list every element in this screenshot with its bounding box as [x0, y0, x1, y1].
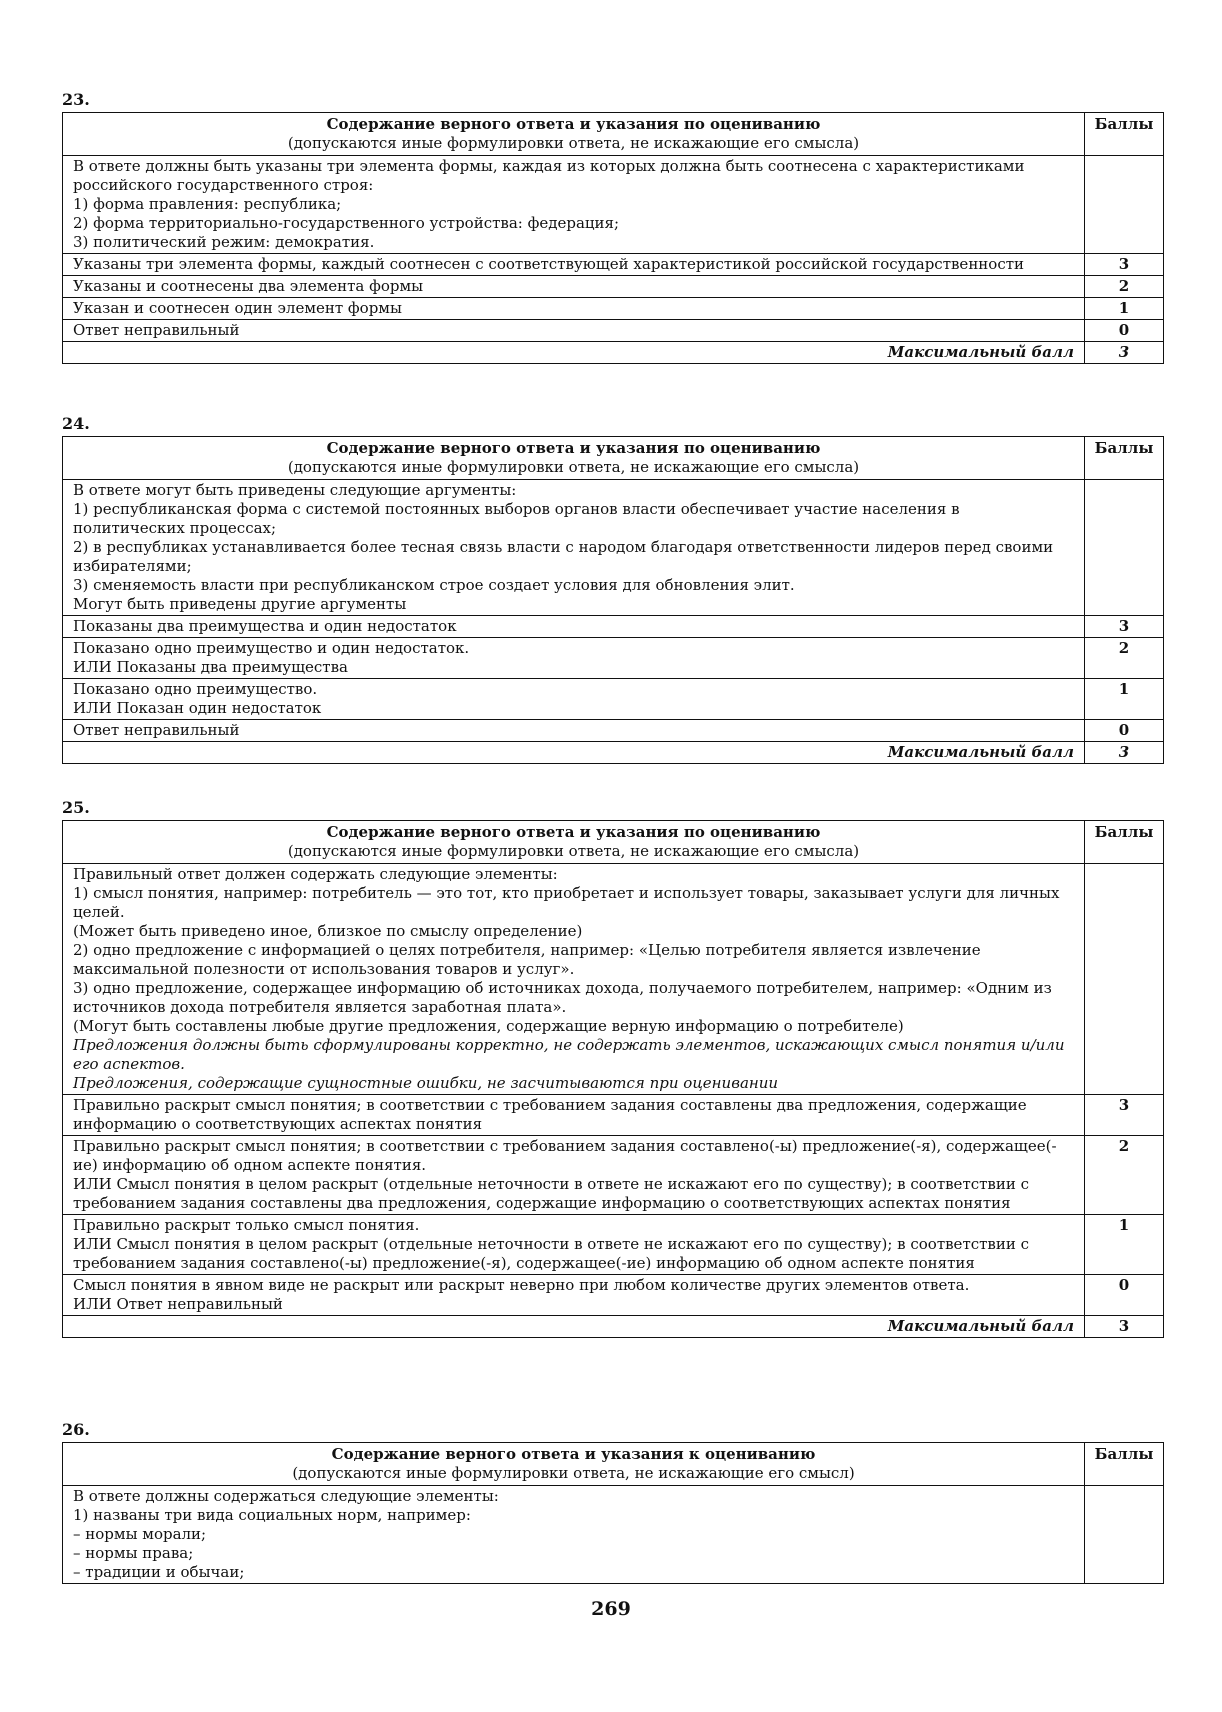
- content-line: В ответе могут быть приведены следующие аргументы:: [73, 481, 517, 499]
- content-line: 3) политический режим: демократия.: [73, 233, 375, 251]
- criterion-line: ИЛИ Ответ неправильный: [73, 1295, 283, 1313]
- content-line: (Могут быть составлены любые другие предложения, содержащие верную информацию о потребителе): [73, 1017, 904, 1035]
- criterion-text: [63, 1275, 1085, 1316]
- score-cell: 0: [1085, 320, 1164, 342]
- header-subtitle: (допускаются иные формулировки ответа, не искажающие его смысла): [287, 458, 860, 476]
- criterion-text: [63, 1136, 1085, 1215]
- content-line: 2) форма территориально-государственного устройства: федерация;: [73, 214, 620, 232]
- criterion-text: Указаны три элемента формы, каждый соотнесен с соответствующей характеристикой российской государственности: [63, 254, 1085, 276]
- content-line: – традиции и обычаи;: [73, 1563, 245, 1581]
- max-score-label: Максимальный балл: [63, 1316, 1085, 1338]
- score-cell: 2: [1085, 1136, 1164, 1215]
- max-score-value: 3: [1085, 742, 1164, 764]
- criterion-line: Правильно раскрыт смысл понятия; в соответствии с требованием задания составлены два предложения, содержащие информацию о соответствующих аспектах понятия: [73, 1096, 1027, 1133]
- content-line: В ответе должны быть указаны три элемента формы, каждая из которых должна быть соотнесена с характеристиками российского государственного строя:: [73, 157, 1025, 194]
- criterion-line: Смысл понятия в явном виде не раскрыт или раскрыт неверно при любом количестве других элементов ответа.: [73, 1276, 970, 1294]
- table-header: [63, 1443, 1085, 1486]
- points-header: Баллы: [1085, 113, 1164, 156]
- scoring-table: [62, 436, 1164, 764]
- criterion-line: Показано одно преимущество.: [73, 680, 318, 698]
- question-number: 26.: [62, 1420, 90, 1439]
- score-cell: 2: [1085, 638, 1164, 679]
- score-cell: 1: [1085, 1215, 1164, 1275]
- question-number: 24.: [62, 414, 90, 433]
- table-row: [63, 320, 1164, 342]
- content-note: Предложения, содержащие сущностные ошибки, не засчитываются при оценивании: [73, 1074, 779, 1092]
- max-score-row: [63, 1316, 1164, 1338]
- table-row: [63, 1136, 1164, 1215]
- scoring-table: [62, 1442, 1164, 1584]
- question-number: 23.: [62, 90, 90, 109]
- criterion-text: [63, 638, 1085, 679]
- max-score-row: [63, 342, 1164, 364]
- content-line: (Может быть приведено иное, близкое по смыслу определение): [73, 922, 583, 940]
- criterion-line: ИЛИ Смысл понятия в целом раскрыт (отдельные неточности в ответе не искажают его по существу); в соответствии с требованием задания составлено(-ы) предложение(-я), содержащее(-ие) информацию об одном аспекте понятия: [73, 1235, 1030, 1272]
- question-number: 25.: [62, 798, 90, 817]
- criterion-text: [63, 616, 1085, 638]
- table-row: [63, 616, 1164, 638]
- content-line: 2) в республиках устанавливается более тесная связь власти с народом благодаря ответственности лидеров перед своими избирателями;: [73, 538, 1054, 575]
- question-23: [62, 90, 1164, 364]
- header-title: Содержание верного ответа и указания к оцениванию: [331, 1445, 816, 1463]
- criterion-text: [63, 1095, 1085, 1136]
- score-cell: 0: [1085, 720, 1164, 742]
- criterion-line: Показано одно преимущество и один недостаток.: [73, 639, 470, 657]
- content-line: Могут быть приведены другие аргументы: [73, 595, 407, 613]
- table-row: [63, 254, 1164, 276]
- content-line: 1) республиканская форма с системой постоянных выборов органов власти обеспечивает участие населения в политических процессах;: [73, 500, 960, 537]
- criterion-text: [63, 720, 1085, 742]
- score-cell: 3: [1085, 254, 1164, 276]
- points-header: Баллы: [1085, 437, 1164, 480]
- content-line: 2) одно предложение с информацией о целях потребителя, например: «Целью потребителя является извлечение максимальной полезности от использования товаров и услуг».: [73, 941, 981, 978]
- criterion-line: ИЛИ Смысл понятия в целом раскрыт (отдельные неточности в ответе не искажают его по существу); в соответствии с требованием задания составлены два предложения, содержащие информацию о соответствующих аспектах понятия: [73, 1175, 1030, 1212]
- criterion-text: [63, 1215, 1085, 1275]
- header-subtitle: (допускаются иные формулировки ответа, не искажающие его смысла): [287, 134, 860, 152]
- table-row: [63, 276, 1164, 298]
- table-row: [63, 1275, 1164, 1316]
- question-25: [62, 798, 1164, 1338]
- content-line: В ответе должны содержаться следующие элементы:: [73, 1487, 499, 1505]
- max-score-value: 3: [1085, 342, 1164, 364]
- criterion-text: Указан и соотнесен один элемент формы: [63, 298, 1085, 320]
- table-row: [63, 679, 1164, 720]
- answer-content: [63, 864, 1085, 1095]
- content-line: 3) одно предложение, содержащее информацию об источниках дохода, получаемого потребителем, например: «Одним из источников дохода потребителя является заработная плата».: [73, 979, 1052, 1016]
- criterion-line: Правильно раскрыт только смысл понятия.: [73, 1216, 420, 1234]
- page-number: 269: [591, 1598, 631, 1620]
- content-line: Правильный ответ должен содержать следующие элементы:: [73, 865, 558, 883]
- content-line: – нормы морали;: [73, 1525, 207, 1543]
- question-24: [62, 414, 1164, 764]
- max-score-label: Максимальный балл: [63, 342, 1085, 364]
- table-row: [63, 1095, 1164, 1136]
- criterion-text: [63, 679, 1085, 720]
- question-26: [62, 1420, 1164, 1584]
- content-note: Предложения должны быть сформулированы корректно, не содержать элементов, искажающих смысл понятия и/или его аспектов.: [73, 1036, 1065, 1073]
- table-row: [63, 1215, 1164, 1275]
- scoring-table: [62, 820, 1164, 1338]
- table-row: [63, 720, 1164, 742]
- criterion-line: Показаны два преимущества и один недостаток: [73, 617, 457, 635]
- header-title: Содержание верного ответа и указания по оцениванию: [326, 115, 821, 133]
- score-cell: 1: [1085, 679, 1164, 720]
- header-title: Содержание верного ответа и указания по оцениванию: [326, 439, 821, 457]
- score-cell: 0: [1085, 1275, 1164, 1316]
- table-header: [63, 113, 1085, 156]
- scoring-table: [62, 112, 1164, 364]
- content-line: – нормы права;: [73, 1544, 194, 1562]
- header-title: Содержание верного ответа и указания по оцениванию: [326, 823, 821, 841]
- score-cell: 3: [1085, 1095, 1164, 1136]
- header-subtitle: (допускаются иные формулировки ответа, не искажающие его смысл): [292, 1464, 855, 1482]
- criterion-line: ИЛИ Показан один недостаток: [73, 699, 322, 717]
- criterion-line: Правильно раскрыт смысл понятия; в соответствии с требованием задания составлено(-ы) предложение(-я), содержащее(-ие) информацию об одном аспекте понятия.: [73, 1137, 1057, 1174]
- criterion-text: Указаны и соотнесены два элемента формы: [63, 276, 1085, 298]
- content-line: 1) форма правления: республика;: [73, 195, 342, 213]
- table-header: [63, 437, 1085, 480]
- max-score-label: Максимальный балл: [63, 742, 1085, 764]
- score-cell: 2: [1085, 276, 1164, 298]
- content-line: 3) сменяемость власти при республиканском строе создает условия для обновления элит.: [73, 576, 795, 594]
- score-cell: 1: [1085, 298, 1164, 320]
- table-row: [63, 638, 1164, 679]
- score-cell: 3: [1085, 616, 1164, 638]
- criterion-line: Ответ неправильный: [73, 721, 240, 739]
- criterion-line: ИЛИ Показаны два преимущества: [73, 658, 348, 676]
- answer-content: [63, 156, 1085, 254]
- answer-content: [63, 480, 1085, 616]
- header-subtitle: (допускаются иные формулировки ответа, не искажающие его смысла): [287, 842, 860, 860]
- table-header: [63, 821, 1085, 864]
- content-line: 1) смысл понятия, например: потребитель — это тот, кто приобретает и использует товары, заказывает услуги для личных целей.: [73, 884, 1060, 921]
- points-header: Баллы: [1085, 821, 1164, 864]
- content-line: 1) названы три вида социальных норм, например:: [73, 1506, 471, 1524]
- points-header: Баллы: [1085, 1443, 1164, 1486]
- criterion-text: Ответ неправильный: [63, 320, 1085, 342]
- max-score-value: 3: [1085, 1316, 1164, 1338]
- table-row: [63, 298, 1164, 320]
- max-score-row: [63, 742, 1164, 764]
- answer-content: [63, 1486, 1085, 1584]
